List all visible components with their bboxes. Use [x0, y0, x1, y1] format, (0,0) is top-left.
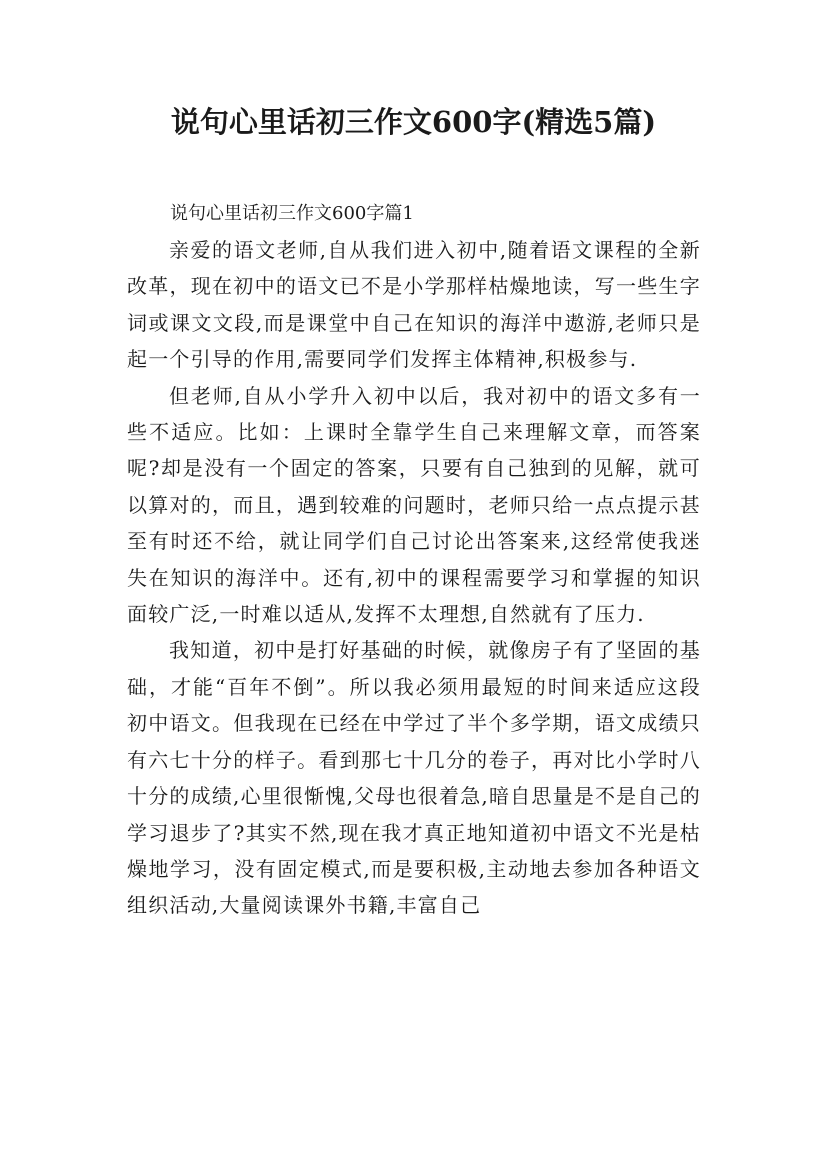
section-heading: 说句心里话初三作文600字篇1: [170, 203, 414, 224]
paragraph-2: 但老师,自从小学升入初中以后，我对初中的语文多有一些不适应。比如：上课时全靠学生自己来理解文章，而答案呢?却是没有一个固定的答案，只要有自己独到的见解，就可以算对的，而且，遇到较难的问题时，老师只给一点点提示甚至有时还不给，就让同学们自己讨论出答案来,这经常使我迷失在知识的海洋中。还有,初中的课程需要学习和掌握的知识面较广泛,一时难以适从,发挥不太理想,自然就有了压力.: [127, 383, 701, 627]
document-title: 说句心里话初三作文600字(精选5篇): [170, 105, 657, 139]
paragraph-1: 亲爱的语文老师,自从我们进入初中,随着语文课程的全新改革，现在初中的语文已不是小学那样枯燥地读，写一些生字词或课文文段,而是课堂中自己在知识的海洋中遨游,老师只是起一个引导的作用,需要同学们发挥主体精神,积极参与.: [127, 238, 701, 372]
document-body: [127, 196, 701, 924]
paragraph-3: 我知道，初中是打好基础的时候，就像房子有了坚固的基础，才能“百年不倒”。所以我必须用最短的时间来适应这段初中语文。但我现在已经在中学过了半个多学期，语文成绩只有六七十分的样子。看到那七十几分的卷子，再对比小学时八十分的成绩,心里很惭愧,父母也很着急,暗自思量是不是自己的学习退步了?其实不然,现在我才真正地知道初中语文不光是枯燥地学习，没有固定模式,而是要积极,主动地去参加各种语文组织活动,大量阅读课外书籍,丰富自己: [127, 638, 701, 918]
